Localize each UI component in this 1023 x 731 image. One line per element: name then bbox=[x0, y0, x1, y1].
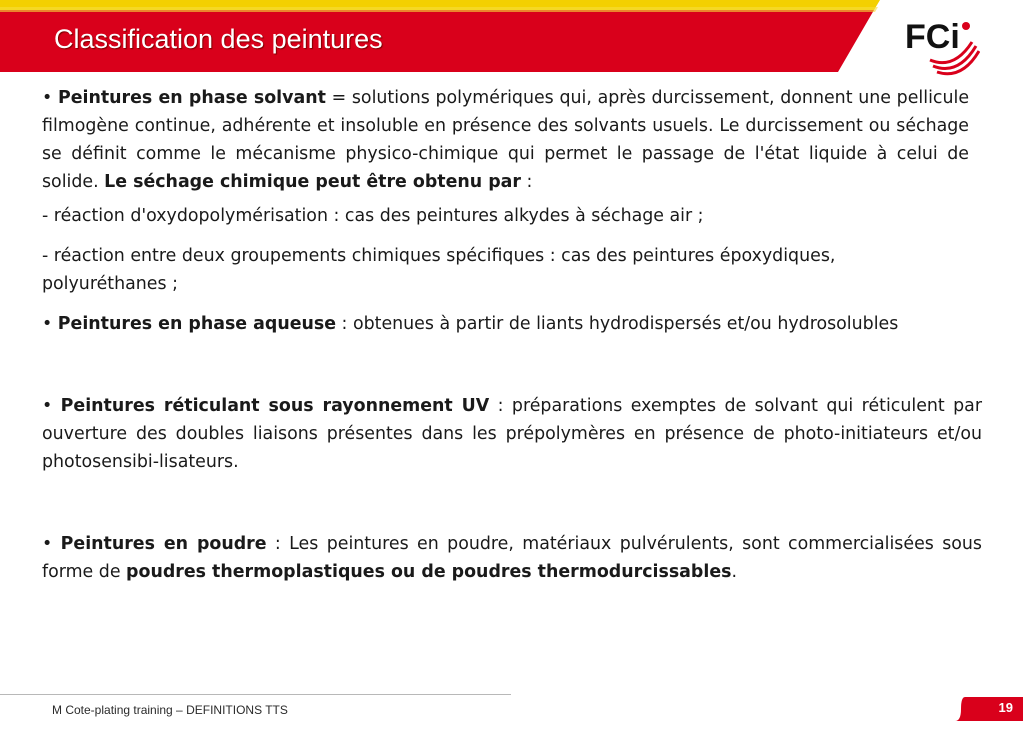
item2-text: : obtenues à partir de liants hydrodispersés et/ou hydrosolubles bbox=[336, 314, 899, 334]
bullet: • bbox=[42, 396, 53, 416]
item1-text-2: : bbox=[521, 172, 533, 192]
item-phase-solvant bbox=[42, 84, 969, 196]
item-phase-aqueuse bbox=[42, 310, 982, 338]
dash-oxydopolymerisation: - réaction d'oxydopolymérisation : cas des peintures alkydes à séchage air ; bbox=[42, 206, 704, 226]
title-banner bbox=[0, 0, 1023, 72]
item4-text-2: . bbox=[731, 562, 737, 582]
item-rayonnement-uv bbox=[42, 392, 982, 476]
item1-text-1: = solutions polymériques qui, après durcissement, donnent une pellicule filmogène continue, adhérente et insoluble en présence des solvants usuels. Le durcissement ou séchage se définit comme le mécanisme physico-chimique qui permet le passage de l'état liquide à celui de solide. bbox=[42, 88, 970, 192]
term-phase-solvant: Peintures en phase solvant bbox=[57, 88, 326, 108]
footer-caption: M Cote-plating training – DEFINITIONS TTS bbox=[52, 703, 288, 717]
page-number-badge bbox=[955, 697, 1023, 721]
bullet: • bbox=[42, 534, 53, 554]
footer-divider bbox=[0, 694, 511, 695]
item-poudre bbox=[42, 530, 982, 586]
dash-groupements-chimiques: - réaction entre deux groupements chimiques spécifiques : cas des peintures époxydiques, polyuréthanes ; bbox=[42, 246, 836, 294]
fci-logo bbox=[900, 14, 980, 80]
term-rayonnement-uv: Peintures réticulant sous rayonnement UV bbox=[60, 396, 490, 416]
item3-text: : préparations exemptes de solvant qui réticulent par ouverture des doubles liaisons présentes dans les prépolymères en présence de photo-initiateurs et/ou photosensibi-lisateurs. bbox=[42, 396, 982, 472]
bullet: • bbox=[42, 88, 53, 108]
item4-bold-2: poudres thermoplastiques ou de poudres thermodurcissables bbox=[126, 562, 732, 582]
term-phase-aqueuse: Peintures en phase aqueuse bbox=[57, 314, 337, 334]
page-number: 19 bbox=[998, 700, 1013, 715]
term-poudre: Peintures en poudre bbox=[60, 534, 267, 554]
slide-title: Classification des peintures bbox=[54, 24, 383, 54]
slide-body bbox=[42, 84, 982, 586]
fci-logo-mark bbox=[900, 14, 980, 80]
item1-bold-2: Le séchage chimique peut être obtenu par bbox=[104, 172, 521, 192]
bullet: • bbox=[42, 314, 53, 334]
svg-text:FCi: FCi bbox=[905, 18, 960, 56]
item4-text-1: : Les peintures en poudre, matériaux pulvérulents, sont commercialisées sous forme de bbox=[42, 534, 982, 582]
